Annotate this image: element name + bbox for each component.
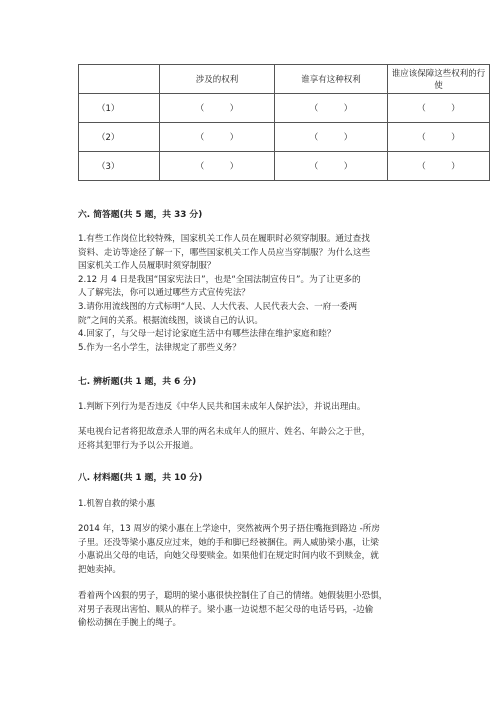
section-heading [78,376,492,390]
section7-case [78,426,492,453]
paragraph-line: 看着两个凶狠的男子，聪明的梁小惠很快控制住了自己的情绪。她假装胆小恐惧， [78,591,388,601]
section7-heading: 七. 辨析题(共 1 题，共 6 分) [78,377,197,387]
material-title: 1.机智自救的梁小惠 [78,499,155,509]
question-line: 1.有些工作岗位比较特殊，国家机关工作人员在履职时必须穿制服。通过查找 [78,234,370,244]
question-line: 3.请你用流线图的方式标明“人民、人大代表、人民代表大会、一府一委两 [78,301,358,312]
case-line: 某电视台记者将犯故意杀人罪的两名未成年人的照片、姓名、年龄公之于世， [78,427,371,437]
table-cell: （ ） [275,152,388,181]
rights-table [78,64,490,181]
paragraph-line: 2014 年，13 周岁的梁小惠在上学途中，突然被两个男子捂住嘴拖到路边 -所房 [78,524,380,534]
material-paragraph-2 [78,590,492,631]
question-line: 人了解宪法，你可以通过哪些方式宣传宪法？ [78,288,250,299]
table-header-cell: 涉及的权利 [160,65,275,94]
table-cell: （ ） [275,94,388,123]
table-cell: （ ） [388,152,490,181]
section-heading [78,472,492,486]
table-row [79,123,490,152]
table-cell: （ ） [160,152,275,181]
table-cell: （3） [79,152,160,181]
question-line: 资料、走访等途径了解一下，哪些国家机关工作人员应当穿制服？为什么这些 [78,247,371,258]
table-cell: （2） [79,123,160,152]
table-header-cell: 谁应该保障这些权利的行使 [388,65,490,94]
question-line: 1.判断下列行为是否违反《中华人民共和国未成年人保护法》，并说出理由。 [78,402,366,412]
paragraph-line: 偷松动捆在手腕上的绳子。 [78,618,182,629]
table-cell: （1） [79,94,160,123]
section6-heading: 六. 简答题(共 5 题，共 33 分) [78,210,203,220]
table-header-cell: 谁享有这种权利 [275,65,388,94]
table-row [79,94,490,123]
section6-questions [78,233,492,355]
table-cell: （ ） [160,94,275,123]
material-title-block [78,498,492,512]
question-line: 院”之间的关系。根据流线图，谈谈自己的认识。 [78,315,263,326]
question-line: 4.回家了，与父母一起讨论家庭生活中有哪些法律在维护家庭和睦？ [78,329,336,340]
paragraph-line: 小惠说出父母的电话，向她父母要赎金。如果他们在规定时间内收不到赎金，就 [78,551,379,562]
question-line: 2.12 月 4 日是我国“国家宪法日”，也是“全国法制宣传日”。为了让更多的 [78,274,361,285]
table-cell: （ ） [275,123,388,152]
question-line: 5.作为一名小学生，法律规定了那些义务？ [78,342,241,353]
table-header-row [79,65,490,94]
section-heading [78,209,492,223]
question-line: 国家机关工作人员履职时须穿制服？ [78,261,216,272]
table-cell: （ ） [388,94,490,123]
table-cell: （ ） [160,123,275,152]
table-header-cell [79,65,160,94]
section7-question [78,401,492,415]
paragraph-line: 把她卖掉。 [78,564,121,575]
paragraph-line: 子里。还没等梁小惠反应过来，她的手和脚已经被捆住。两人威胁梁小惠，让梁 [78,537,379,548]
table-cell: （ ） [388,123,490,152]
table-row [79,152,490,181]
paragraph-line: 对男子表现出害怕、顺从的样子。梁小惠一边说想不起父母的电话号码，-边偷 [78,604,374,615]
material-paragraph-1 [78,523,492,577]
case-line: 还将其犯罪行为予以公开报道。 [78,440,199,451]
section8-heading: 八. 材料题(共 1 题，共 10 分) [78,473,203,483]
